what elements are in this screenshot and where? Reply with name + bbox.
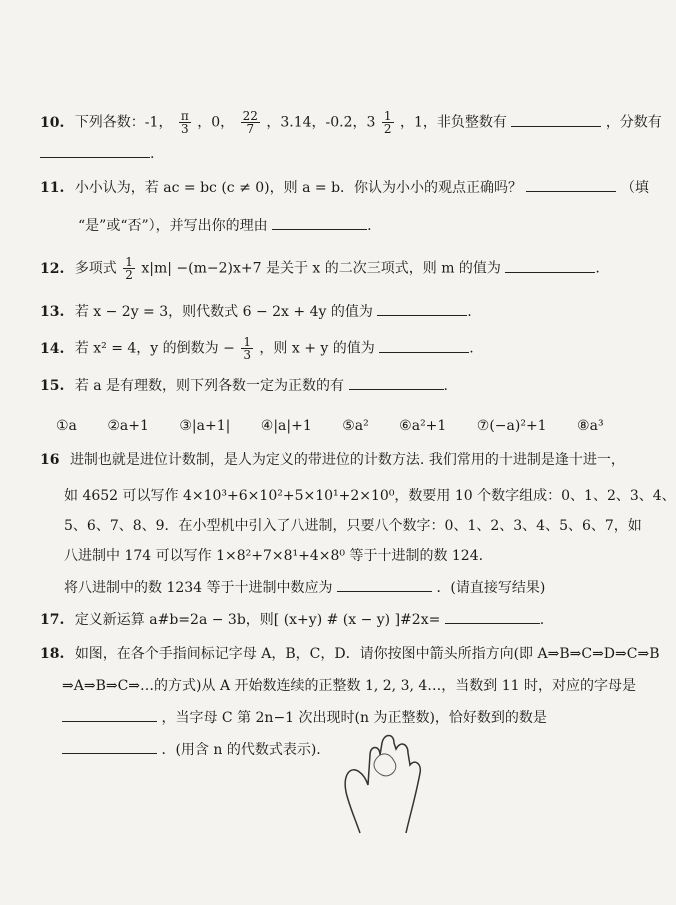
question-16-line5: 将八进制中的数 1234 等于十进制中数应为 ．(请直接写结果)	[64, 576, 610, 600]
answer-blank[interactable]	[526, 177, 616, 192]
hand-figure	[330, 725, 440, 835]
answer-blank[interactable]	[62, 707, 157, 722]
fraction-1-3: $\frac{1}{3}$	[243, 335, 251, 362]
question-17: 17. 定义新运算 a#b=2a − 3b，则[ (x+y) # (x − y) ]#2x= .	[40, 608, 610, 632]
question-15-options	[56, 414, 610, 438]
option-1: ①a	[56, 418, 77, 434]
question-16: 16 进制也就是进位计数制，是人为定义的带进位的计数方法. 我们常用的十进制是逢十进一，	[40, 452, 625, 468]
option-8: ⑧a³	[577, 418, 604, 434]
question-18-line4: ．(用含 n 的代数式表示).	[62, 738, 610, 762]
option-4: ④|a|+1	[260, 418, 312, 434]
q10-lead: 下列各数：-1，	[74, 114, 173, 131]
question-18: 18. 如图，在各个手指间标记字母 A，B，C，D．请你按图中箭头所指方向(即 A⇒B⇒C⇒D⇒C⇒B	[40, 646, 660, 662]
question-18-line3: ，当字母 C 第 2n−1 次出现时(n 为正整数)，恰好数到的数是	[62, 706, 610, 730]
question-number: 10.	[40, 114, 65, 131]
option-7: ⑦(−a)²+1	[476, 418, 547, 434]
question-10: 10. 下列各数：-1， $\frac{\pi}{3}$ ，0， $\frac{22}{7}$ ，3.14，-0.2̇，3 $\frac{1}{2}$ ，1，非负整数有 ，分数有	[40, 109, 662, 136]
arrow-loop	[374, 754, 396, 776]
fraction-1-2: $\frac{1}{2}$	[383, 109, 392, 136]
question-13: 13. 若 x − 2y = 3，则代数式 6 − 2x + 4y 的值为 .	[40, 300, 610, 324]
answer-blank[interactable]	[40, 143, 150, 158]
fraction-1-2: $\frac{1}{2}$	[125, 255, 133, 282]
answer-blank[interactable]	[511, 112, 601, 127]
option-6: ⑥a²+1	[399, 418, 447, 434]
option-5: ⑤a²	[342, 418, 369, 434]
answer-blank[interactable]	[337, 577, 432, 592]
question-11-line2: “是”或“否”），并写出你的理由 .	[78, 214, 610, 238]
question-16-line2: 如 4652 可以写作 4×10³+6×10²+5×10¹+2×10⁰，数要用 10 个数字组成：0、1、2、3、4、	[64, 488, 676, 504]
hand-outline	[345, 736, 420, 834]
answer-blank[interactable]	[349, 375, 444, 390]
question-18-line2: ⇒A⇒B⇒C⇒…的方式)从 A 开始数连续的正整数 1, 2, 3, 4…，当数到 11 时，对应的字母是	[62, 678, 636, 694]
option-2: ②a+1	[107, 418, 149, 434]
question-15: 15. 若 a 是有理数，则下列各数一定为正数的有 .	[40, 374, 610, 398]
question-16-line4: 八进制中 174 可以写作 1×8²+7×8¹+4×8⁰ 等于十进制的数 124.	[64, 548, 484, 564]
q11-line1: 小小认为，若 ac = bc (c ≠ 0)，则 a = b．你认为小小的观点正确吗？	[74, 180, 523, 196]
option-3: ③|a+1|	[179, 418, 231, 434]
answer-blank[interactable]	[62, 739, 157, 754]
question-11: 11. 小小认为，若 ac = bc (c ≠ 0)，则 a = b．你认为小小的观点正确吗？ （填	[40, 176, 610, 200]
question-10-line2: .	[40, 142, 610, 166]
answer-blank[interactable]	[505, 258, 595, 273]
fraction-pi-3: $\frac{\pi}{3}$	[180, 109, 189, 136]
answer-blank[interactable]	[272, 215, 367, 230]
question-12: 12. 多项式 $\frac{1}{2}$ x|m| −(m−2)x+7 是关于 x 的二次三项式，则 m 的值为 .	[40, 255, 600, 282]
question-14: 14. 若 x² = 4，y 的倒数为 − $\frac{1}{3}$ ，则 x + y 的值为 .	[40, 335, 474, 362]
answer-blank[interactable]	[445, 609, 540, 624]
fraction-22-7: $\frac{22}{7}$	[242, 109, 258, 136]
answer-blank[interactable]	[379, 338, 469, 353]
answer-blank[interactable]	[377, 301, 467, 316]
question-16-line3: 5、6、7、8、9．在小型机中引入了八进制，只要八个数字：0、1、2、3、4、5、6、7，如	[64, 518, 642, 534]
